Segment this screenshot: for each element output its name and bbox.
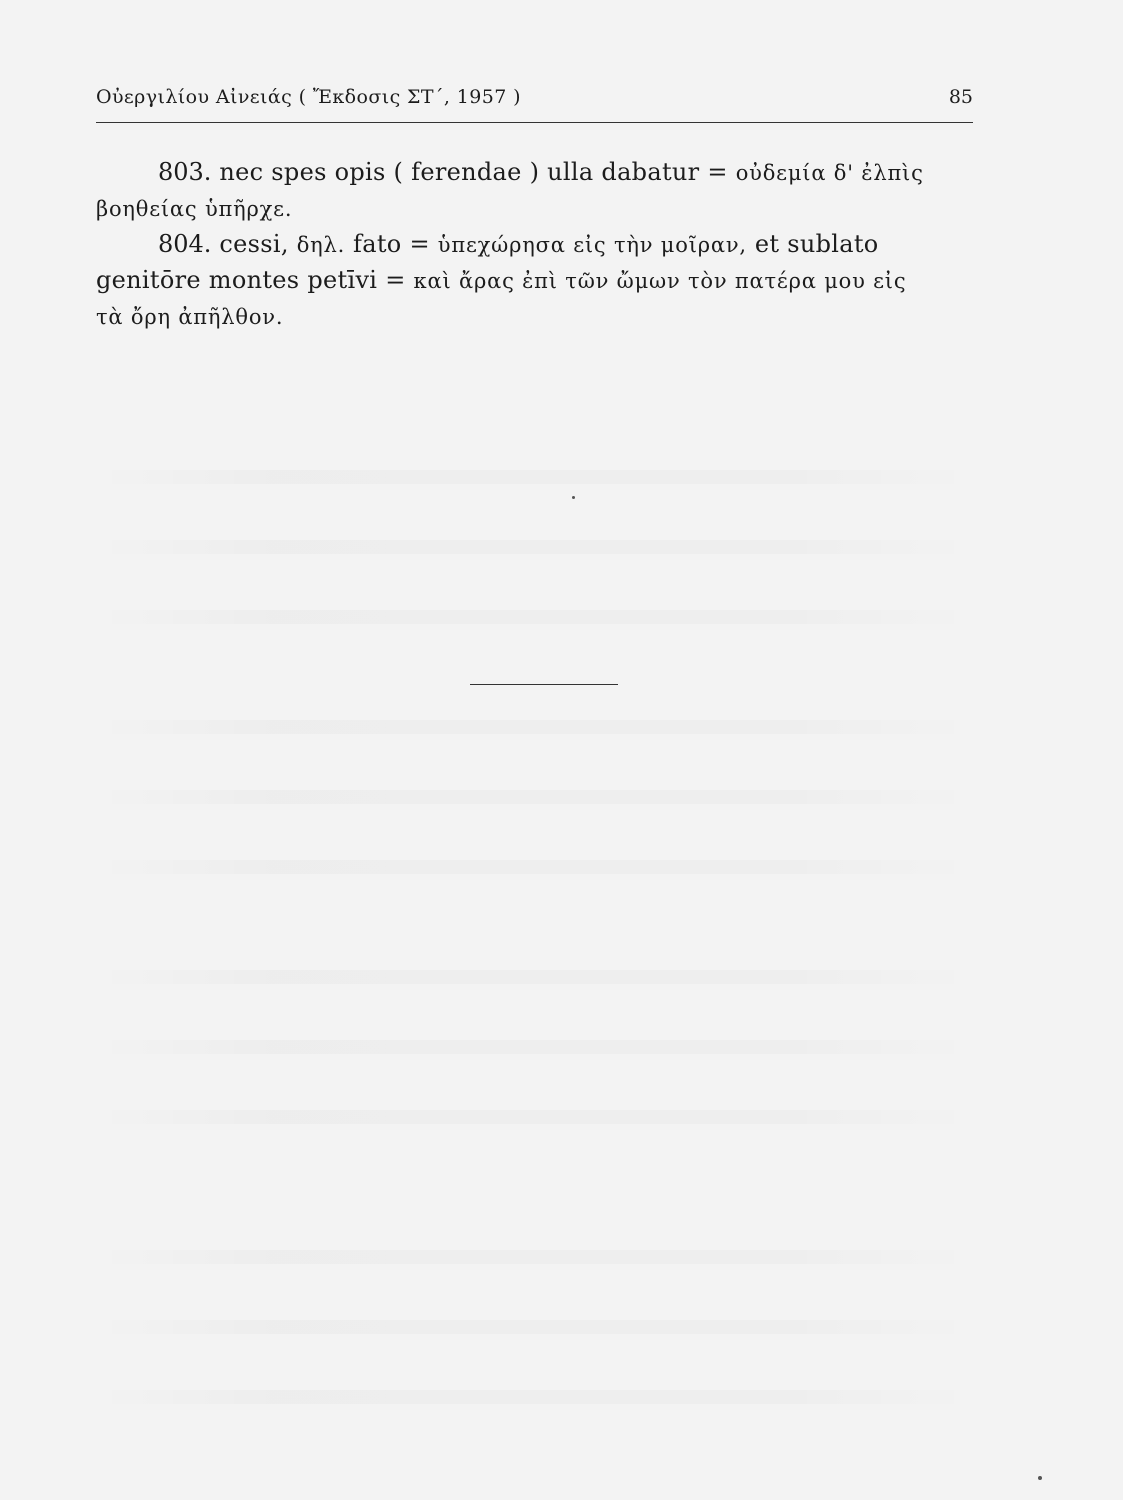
print-speck (1038, 1476, 1042, 1480)
show-through-texture (96, 860, 973, 874)
latin-text: fato = (345, 230, 438, 258)
greek-text: βοηθείας ὑπῆρχε. (96, 197, 293, 221)
greek-text: καὶ ἄρας ἐπὶ τῶν ὤμων τὸν πατέρα μου εἰς (413, 269, 907, 293)
greek-text: δηλ. (296, 233, 346, 257)
commentary-entry-804 (96, 226, 973, 263)
entry-number: 804. (158, 230, 212, 258)
show-through-texture (96, 1320, 973, 1334)
show-through-texture (96, 790, 973, 804)
show-through-texture (96, 1110, 973, 1124)
show-through-texture (96, 1250, 973, 1264)
header-title: Οὐεργιλίου Αἰνειάς ( Ἔκδοσις ΣΤ΄, 1957 ) (96, 86, 521, 108)
show-through-texture (96, 610, 973, 624)
commentary-entry-804-cont (96, 298, 973, 335)
latin-text: genitōre montes petīvi = (96, 266, 414, 294)
commentary-entry-803 (96, 154, 973, 191)
greek-text: τὰ ὄρη ἀπῆλθον. (96, 305, 284, 329)
entry-number: 803. (158, 158, 212, 186)
latin-text: et sublato (746, 230, 879, 258)
header-rule (96, 122, 973, 123)
show-through-texture (96, 540, 973, 554)
show-through-texture (96, 1390, 973, 1404)
show-through-texture (96, 1040, 973, 1054)
commentary-entry-803-cont (96, 190, 973, 227)
show-through-texture (96, 720, 973, 734)
greek-text: οὐδεμία δ' ἐλπὶς (735, 161, 924, 185)
section-divider (470, 684, 618, 685)
show-through-texture (96, 470, 973, 484)
page-number: 85 (948, 86, 973, 108)
running-header (96, 86, 973, 116)
show-through-texture (96, 970, 973, 984)
latin-text: cessi, (211, 230, 297, 258)
print-speck (572, 496, 575, 499)
latin-text: nec spes opis ( ferendae ) ulla dabatur = (211, 158, 736, 186)
greek-text: ὑπεχώρησα εἰς τὴν μοῖραν, (437, 233, 747, 257)
commentary-entry-804-cont (96, 262, 973, 299)
